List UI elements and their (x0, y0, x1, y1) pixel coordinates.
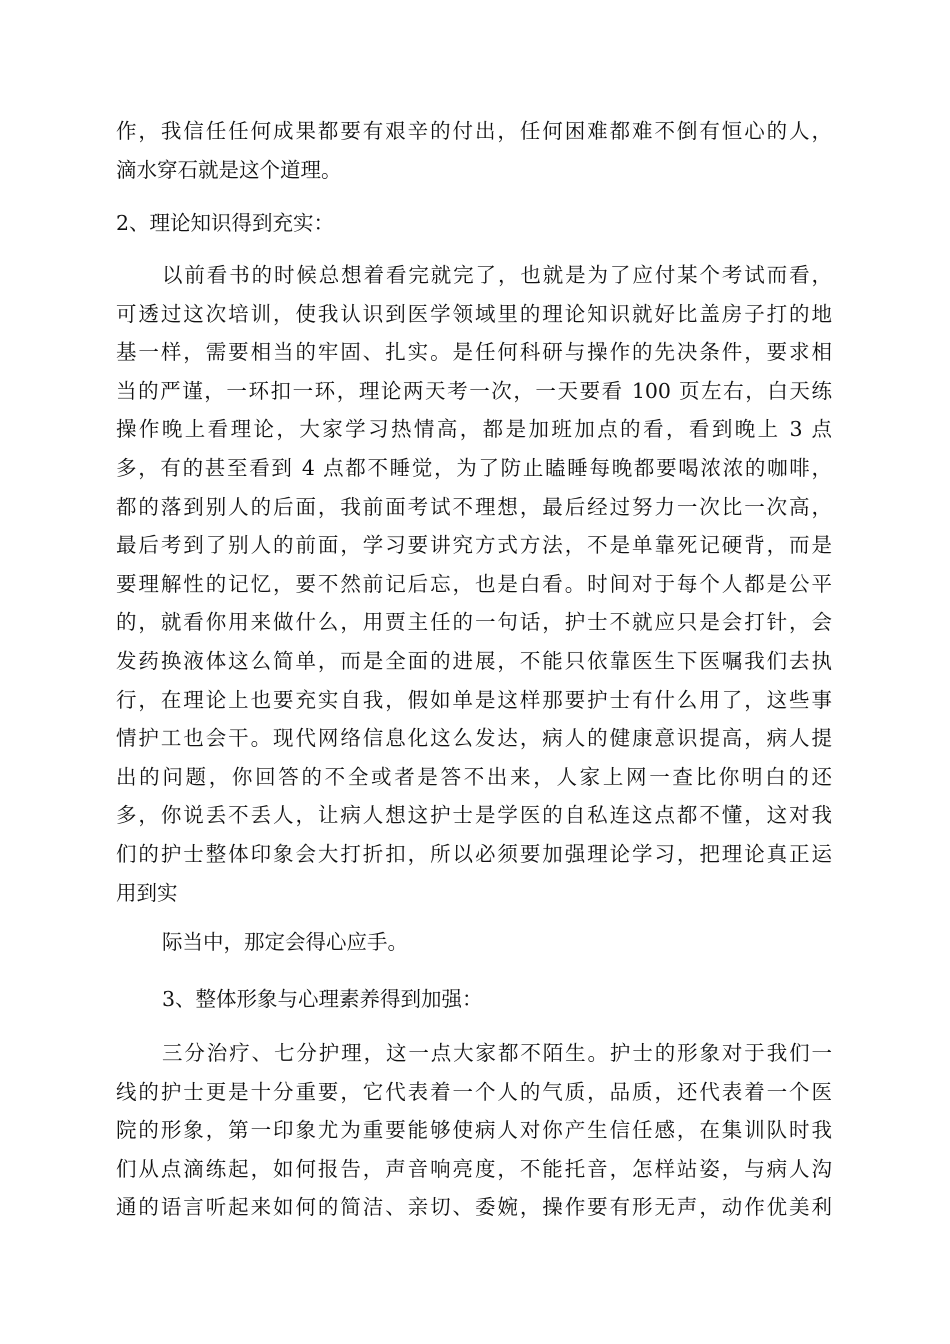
text-line: 们从点滴练起，如何报告，声音响亮度，不能托音，怎样站姿，与病人沟 (116, 1156, 832, 1181)
text-line: 以前看书的时候总想着看完就完了，也就是为了应付某个考试而看， (162, 263, 832, 287)
text-line: 的，就看你用来做什么，用贾主任的一句话，护士不就应只是会打针，会 (116, 610, 832, 635)
paragraph-image (116, 1034, 832, 1227)
section-heading-theory (116, 204, 832, 243)
text-line: 可透过这次培训，使我认识到医学领域里的理论知识就好比盖房子打的地 (116, 301, 832, 326)
text-line: 操作晚上看理论，大家学习热情高，都是加班加点的看，看到晚上 3 点 (116, 417, 832, 442)
text-line: 线的护士更是十分重要，它代表着一个人的气质，品质，还代表着一个医 (116, 1079, 832, 1104)
text-line: 行，在理论上也要充实自我，假如单是这样那要护士有什么用了，这些事 (116, 687, 832, 712)
text-line: 们的护士整体印象会大打折扣，所以必须要加强理论学习，把理论真正运 (116, 841, 832, 866)
text-line: 际当中，那定会得心应手。 (162, 930, 408, 954)
paragraph-continuation (116, 112, 832, 189)
text-line: 通的语言听起来如何的简洁、亲切、委婉，操作要有形无声，动作优美利 (116, 1195, 832, 1220)
text-line: 滴水穿石就是这个道理。 (116, 157, 342, 182)
text-line: 多，你说丢不丢人，让病人想这护士是学医的自私连这点都不懂，这对我 (116, 803, 832, 828)
text-line: 情护工也会干。现代网络信息化这么发达，病人的健康意识提高，病人提 (116, 726, 832, 751)
paragraph-conclusion (116, 923, 832, 962)
heading-text: 2、理论知识得到充实： (116, 211, 335, 235)
text-line: 发药换液体这么简单，而是全面的进展，不能只依靠医生下医嘱我们去执 (116, 648, 832, 673)
text-line: 作，我信任任何成果都要有艰辛的付出，任何困难都难不倒有恒心的人， (116, 119, 832, 143)
text-line: 院的形象，第一印象尤为重要能够使病人对你产生信任感，在集训队时我 (116, 1118, 832, 1143)
text-line: 出的问题，你回答的不全或者是答不出来，人家上网一查比你明白的还 (116, 764, 832, 789)
section-heading-image (116, 980, 832, 1019)
text-line: 用到实 (116, 880, 178, 905)
heading-text: 3、整体形象与心理素养得到加强： (162, 987, 483, 1011)
text-line: 基一样，需要相当的牢固、扎实。是任何科研与操作的先决条件，要求相 (116, 340, 832, 365)
paragraph-theory (116, 256, 832, 912)
text-line: 都的落到别人的后面，我前面考试不理想，最后经过努力一次比一次高， (116, 494, 832, 519)
text-line: 要理解性的记忆，要不然前记后忘，也是白看。时间对于每个人都是公平 (116, 571, 832, 596)
text-line: 当的严谨，一环扣一环，理论两天考一次，一天要看 100 页左右，白天练 (116, 378, 832, 403)
text-line: 三分治疗、七分护理，这一点大家都不陌生。护士的形象对于我们一 (162, 1041, 832, 1065)
text-line: 多，有的甚至看到 4 点都不睡觉，为了防止瞌睡每晚都要喝浓浓的咖啡， (116, 455, 832, 480)
text-line: 最后考到了别人的前面，学习要讲究方式方法，不是单靠死记硬背，而是 (116, 533, 832, 558)
